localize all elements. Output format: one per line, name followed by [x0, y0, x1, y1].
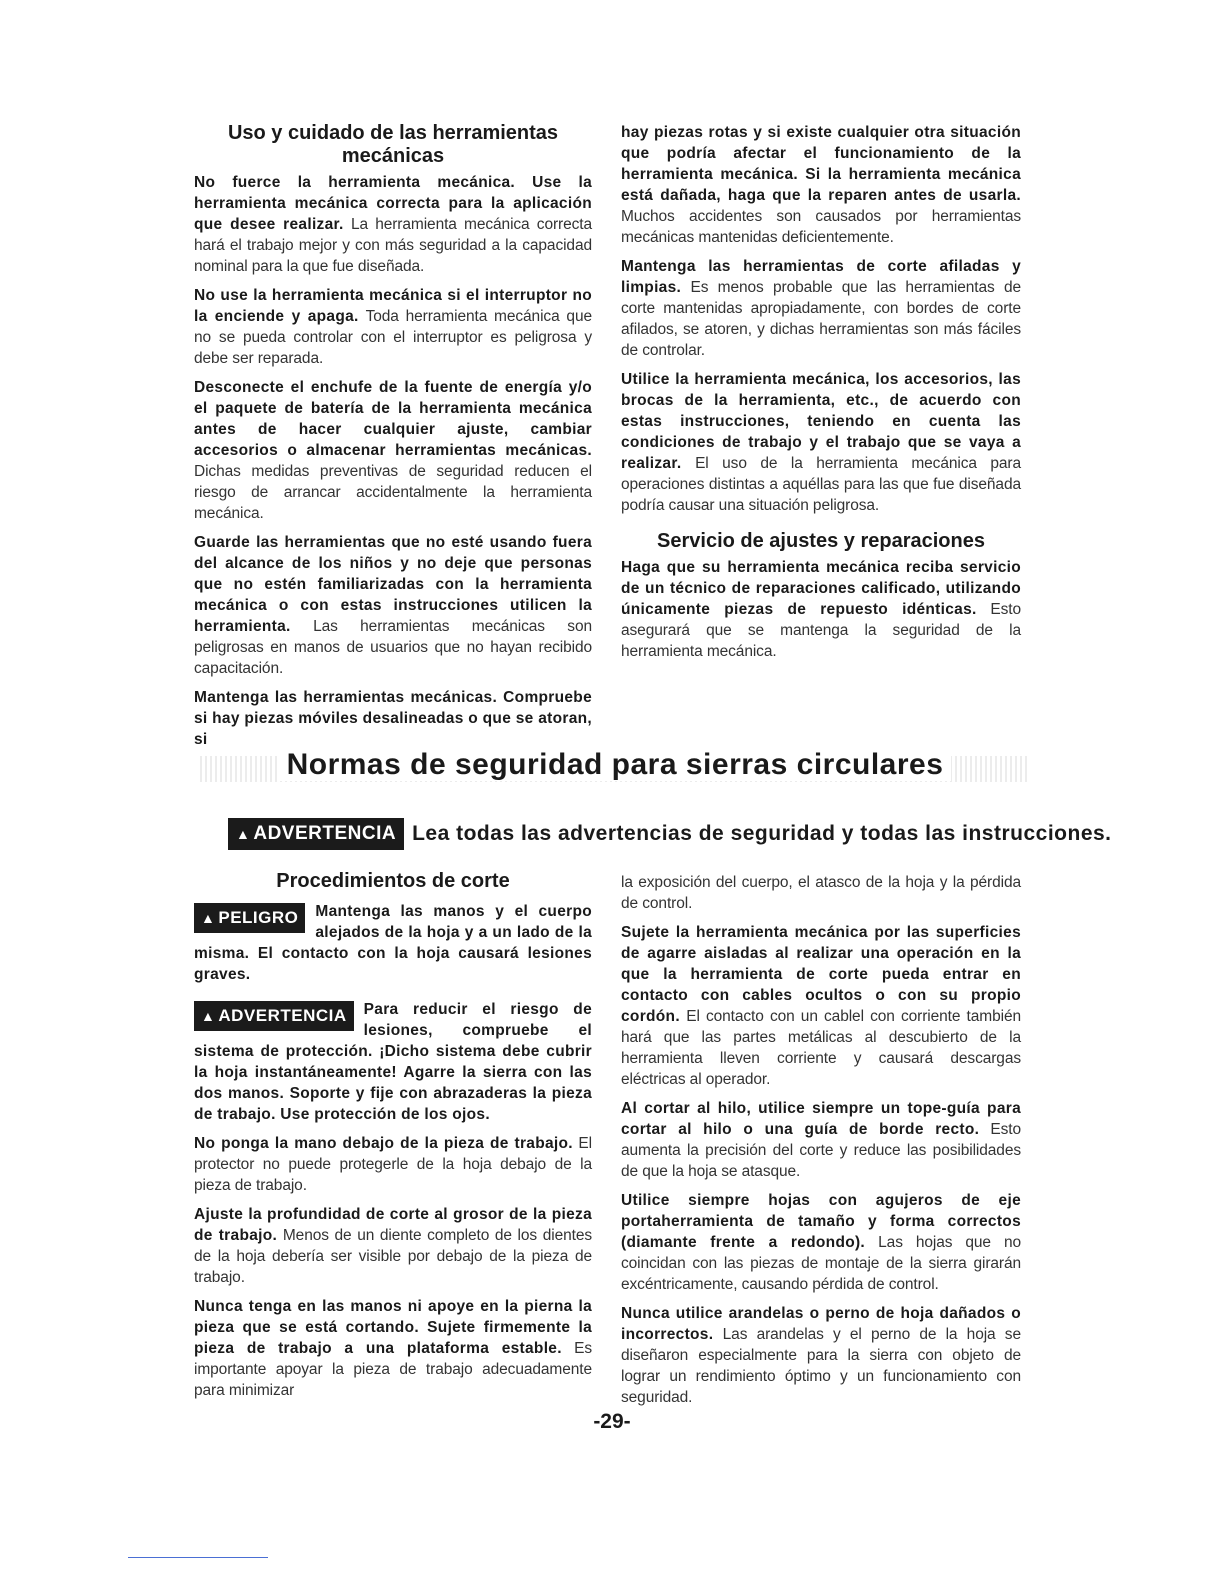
- warning-triangle-icon: ▲: [201, 910, 216, 926]
- general-warning-line: [228, 818, 1112, 850]
- paragraph: Mantenga las herramientas mecánicas. Compruebe si hay piezas móviles desalineadas o que se atoran, si: [194, 689, 592, 748]
- paragraph: Ajuste la profundidad de corte al grosor de la pieza de trabajo. Menos de un diente completo de los dientes de la hoja debería ser visible por debajo de la pieza de trabajo.: [194, 1206, 592, 1286]
- warning-text: Lea todas las advertencias de seguridad y todas las instrucciones.: [412, 822, 1112, 845]
- banner-title: Normas de seguridad para sierras circulares: [200, 748, 1030, 782]
- paragraph: Nunca utilice arandelas o perno de hoja dañados o incorrectos. Las arandelas y el perno de la hoja se diseñaron especialmente para la sierra con objeto de lograr un rendimiento óptimo y un funcionamiento con seguridad.: [621, 1305, 1021, 1406]
- section-heading-uso-cuidado: Uso y cuidado de las herramientas mecánicas: [227, 122, 559, 167]
- paragraph: Guarde las herramientas que no esté usando fuera del alcance de los niños y no deje que personas que no estén familiarizadas con la herramienta mecánica o con estas instrucciones utilicen la herramienta. Las herramientas mecánicas son peligrosas en manos de usuarios que no hayan recibido capacitación.: [194, 534, 592, 677]
- paragraph: Utilice siempre hojas con agujeros de eje portaherramienta de tamaño y forma correctos (diamante frente a redondo). Las hojas que no coincidan con las piezas de montaje de la sierra girarán excéntricamente, causando pérdida de control.: [621, 1192, 1021, 1293]
- left-column-top: [194, 122, 592, 758]
- paragraph: Desconecte el enchufe de la fuente de energía y/o el paquete de batería de la herramienta mecánica antes de hacer cualquier ajuste, cambiar accesorios o almacenar herramientas mecánicas. Dichas medidas preventivas de seguridad reducen el riesgo de arrancar accidentalmente la herramienta mecánica.: [194, 379, 592, 522]
- right-column-bottom: [621, 872, 1021, 1416]
- paragraph: Sujete la herramienta mecánica por las superficies de agarre aisladas al realizar una operación en la que la herramienta de corte pueda entrar en contacto con cables ocultos o con su propio cordón. El contacto con un cablel con corriente también hará que las partes metálicas al descubierto de la herramienta lleven corriente y causará descargas eléctricas al operador.: [621, 924, 1021, 1088]
- paragraph: Haga que su herramienta mecánica reciba servicio de un técnico de reparaciones calificado, utilizando únicamente piezas de repuesto idénticas. Esto asegurará que se mantenga la seguridad de la herramienta mecánica.: [621, 559, 1021, 660]
- warning-paragraph: ▲ ADVERTENCIA Para reducir el riesgo de lesiones, compruebe el sistema de protección. ¡Dicho sistema debe cubrir la hoja instantáneamente! Agarre la sierra con las dos manos. Soporte y fije con abrazaderas la pieza de trabajo. Use protección de los ojos.: [194, 1001, 592, 1123]
- paragraph: No use la herramienta mecánica si el interruptor no la enciende y apaga. Toda herramienta mecánica que no se pueda controlar con el interruptor es peligrosa y debe ser reparada.: [194, 287, 592, 367]
- paragraph: la exposición del cuerpo, el atasco de la hoja y la pérdida de control.: [621, 874, 1021, 912]
- paragraph: No ponga la mano debajo de la pieza de trabajo. El protector no puede protegerle de la hoja debajo de la pieza de trabajo.: [194, 1135, 592, 1194]
- warning-badge: ▲ ADVERTENCIA: [194, 1001, 354, 1031]
- paragraph: No fuerce la herramienta mecánica. Use la herramienta mecánica correcta para la aplicación que desee realizar. La herramienta mecánica correcta hará el trabajo mejor y con más seguridad a la capacidad nominal para la que fue diseñada.: [194, 174, 592, 275]
- warning-badge: ▲ ADVERTENCIA: [228, 818, 404, 850]
- warning-triangle-icon: ▲: [236, 826, 251, 842]
- danger-badge: ▲ PELIGRO: [194, 903, 305, 933]
- section-heading-servicio: Servicio de ajustes y reparaciones: [657, 530, 985, 552]
- paragraph: Mantenga las herramientas de corte afiladas y limpias. Es menos probable que las herramientas de corte mantenidas apropiadamente, con bordes de corte afilados, se atoren, y dichas herramientas son más fáciles de controlar.: [621, 258, 1021, 359]
- right-column-top: [621, 122, 1021, 670]
- danger-paragraph: ▲ PELIGRO Mantenga las manos y el cuerpo alejados de la hoja y a un lado de la misma. El contacto con la hoja causará lesiones graves.: [194, 903, 592, 983]
- section-heading-procedimientos: Procedimientos de corte: [276, 870, 510, 892]
- paragraph: Utilice la herramienta mecánica, los accesorios, las brocas de la herramienta, etc., de acuerdo con estas instrucciones, teniendo en cuenta las condiciones de trabajo y el trabajo que se vaya a realizar. El uso de la herramienta mecánica para operaciones distintas a aquéllas para las que fue diseñada podría causar una situación peligrosa.: [621, 371, 1021, 514]
- footer-rule: [128, 1557, 268, 1558]
- page-number: -29-: [593, 1410, 631, 1433]
- section-banner: [200, 740, 1030, 800]
- paragraph: Al cortar al hilo, utilice siempre un tope-guía para cortar al hilo o una guía de borde recto. Esto aumenta la precisión del corte y reduce las posibilidades de que la hoja se atasque.: [621, 1100, 1022, 1180]
- paragraph: hay piezas rotas y si existe cualquier otra situación que podría afectar el funcionamiento de la herramienta mecánica. Si la herramienta mecánica está dañada, haga que la reparen antes de usarla. Muchos accidentes son causados por herramientas mecánicas mantenidas deficientemente.: [621, 124, 1021, 246]
- warning-triangle-icon: ▲: [201, 1008, 216, 1024]
- paragraph: Nunca tenga en las manos ni apoye en la pierna la pieza que se está cortando. Sujete firmemente la pieza de trabajo a una plataforma estable. Es importante apoyar la pieza de trabajo adecuadamente para minimizar: [194, 1298, 592, 1399]
- left-column-bottom: [194, 870, 592, 1409]
